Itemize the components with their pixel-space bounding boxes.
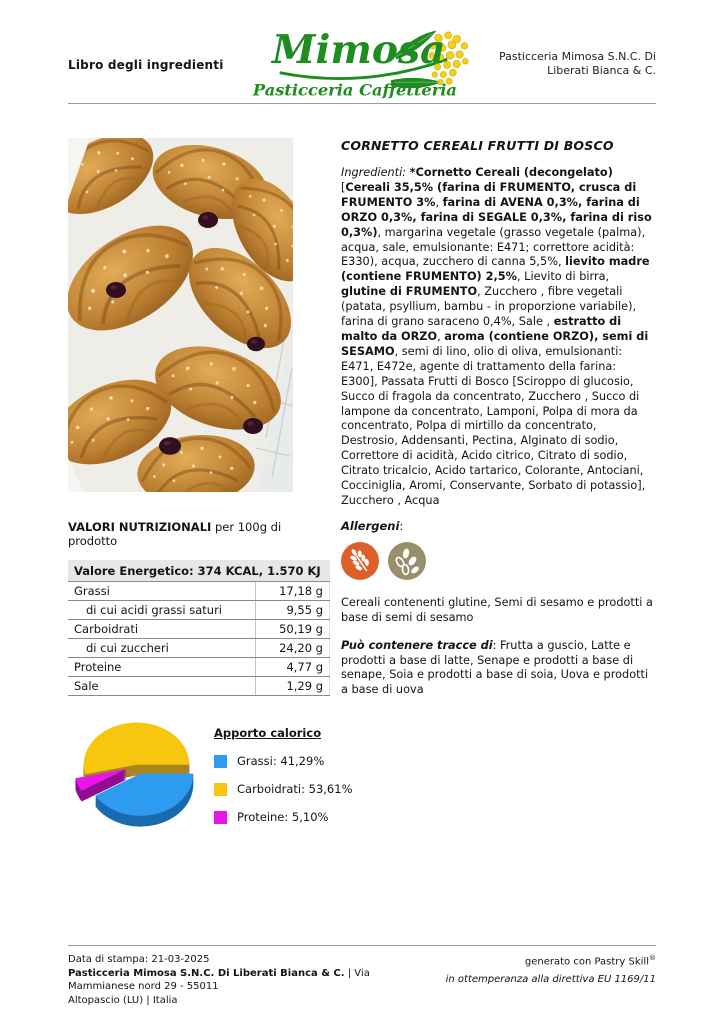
print-date: Data di stampa: 21-03-2025 <box>68 954 210 965</box>
left-column <box>68 138 353 848</box>
allergens-text: Cereali contenenti glutine, Semi di sesamo e prodotti a base di semi di sesamo <box>341 595 653 624</box>
nutrition-heading <box>68 520 330 548</box>
nutrient-value: 24,20 g <box>255 639 330 658</box>
page-footer <box>68 945 656 1007</box>
right-column <box>341 138 656 848</box>
footer-right <box>436 953 656 1007</box>
ingredient-segment: aroma (contiene ORZO), semi di SESAMO <box>341 329 649 358</box>
allergens-heading-word: Allergeni <box>341 518 400 533</box>
nutrient-label: Grassi <box>68 582 255 601</box>
logo-subtitle: Pasticceria Caffetteria <box>252 80 457 100</box>
nutrient-label: di cui acidi grassi saturi <box>68 601 255 620</box>
logo-wordmark: Mimosa <box>272 27 446 74</box>
legend-swatch <box>214 811 227 824</box>
nutrition-table-body <box>68 582 330 696</box>
pie-chart-svg <box>72 712 204 844</box>
document-title: Libro degli ingredienti <box>68 58 224 72</box>
croissants-photo-illustration <box>68 138 293 492</box>
legend-swatch <box>214 755 227 768</box>
ingredient-segment: , Zucchero , fibre vegetali (patata, psyllium, bambu - in proporzione variabile), farina di grano saraceno 0,4%, Sale , <box>341 285 637 329</box>
main-content <box>68 138 656 848</box>
product-title: CORNETTO CEREALI FRUTTI DI BOSCO <box>341 138 614 153</box>
ingredient-segment: [ <box>341 180 346 194</box>
nutrient-value: 4,77 g <box>255 658 330 677</box>
nutrition-row <box>68 639 330 658</box>
nutrient-label: Sale <box>68 677 255 696</box>
nutrient-value: 1,29 g <box>255 677 330 696</box>
company-header <box>486 0 656 103</box>
nutrient-label: Carboidrati <box>68 620 255 639</box>
nutrition-heading-bold: VALORI NUTRIZIONALI <box>68 520 212 534</box>
legend-item <box>214 754 353 768</box>
traces-label: Può contenere tracce di <box>341 638 493 652</box>
generator-name: generato con Pastry Skill <box>524 956 649 968</box>
ingredient-segment: , <box>437 329 445 343</box>
nutrient-label: di cui zuccheri <box>68 639 255 658</box>
footer-left <box>68 953 436 1007</box>
nutrition-row <box>68 677 330 696</box>
allergens-heading <box>341 519 656 533</box>
legend-label: Carboidrati: 53,61% <box>237 782 353 796</box>
allergen-icons <box>341 542 656 580</box>
energy-value: Valore Energetico: 374 KCAL, 1.570 KJ <box>68 560 330 582</box>
directive-note: in ottemperanza alla direttiva EU 1169/11 <box>445 974 656 986</box>
ingredient-segment: farina di AVENA 0,3%, farina di ORZO 0,3%, farina di SEGALE 0,3%, farina di riso 0,3%) <box>341 195 652 239</box>
mimosa-logo <box>238 0 486 103</box>
ingredients-paragraph <box>341 166 656 509</box>
nutrient-value: 17,18 g <box>255 582 330 601</box>
nutrition-table <box>68 560 330 696</box>
footer-company-name: Pasticceria Mimosa S.N.C. Di Liberati Bianca & C. <box>68 967 345 979</box>
energy-header-row <box>68 560 330 582</box>
nutrient-value: 9,55 g <box>255 601 330 620</box>
page-header <box>68 0 656 104</box>
legend-label: Proteine: 5,10% <box>237 810 329 824</box>
nutrition-heading-rest: per 100g di prodotto <box>68 520 282 548</box>
gluten-icon <box>341 542 379 580</box>
ingredient-segment: Cereali 35,5% (farina di FRUMENTO, crusca di FRUMENTO 3% <box>341 180 637 209</box>
nutrition-row <box>68 601 330 620</box>
nutrient-value: 50,19 g <box>255 620 330 639</box>
legend-label: Grassi: 41,29% <box>237 754 325 768</box>
company-name-line1: Pasticceria Mimosa S.N.C. Di <box>498 50 656 63</box>
nutrition-row <box>68 658 330 677</box>
ingredient-segment: , semi di lino, olio di oliva, emulsionanti: E471, E472e, agente di trattamento della farina: E300], Passata Frutti di Bosco [Sciroppo di glucosio, Succo di fragola da concentrato, Zucchero , Succo di lampone da concentrato, Lamponi, Polpa di mora da concentrato, Polpa di mirtillo da concentrato, Destrosio, Addensanti, Pectina, Alginato di sodio, Correttore di acidità, Acido citrico, Citrato di sodio, Citrato tricalcio, Acido tartarico, Colorante, Antociani, Cocciniglia, Aromi, Conservante, Sorbato di potassio], Zucchero , Acqua <box>341 344 646 507</box>
pie-legend <box>214 712 353 838</box>
ingredient-segment: glutine di FRUMENTO <box>341 285 478 299</box>
ingredient-segment: , <box>435 195 443 209</box>
mimosa-logo-graphic <box>251 26 473 104</box>
ingredient-segment: *Cornetto Cereali (decongelato) <box>409 166 613 179</box>
ingredient-segment: lievito madre (contiene FRUMENTO) 2,5% <box>341 255 650 284</box>
traces-paragraph <box>341 639 656 699</box>
footer-company-city: Altopascio (LU) | Italia <box>68 994 178 1006</box>
nutrition-row <box>68 620 330 639</box>
footer-company-address: | Via Mammianese nord 29 - 55011 <box>68 967 370 992</box>
legend-item <box>214 810 353 824</box>
allergens-heading-colon: : <box>399 518 404 533</box>
ingredient-segment: , margarina vegetale (grasso vegetale (palma), acqua, sale, emulsionante: E471; correttore acidità: E330), acqua, zucchero di canna 5,5%, <box>341 225 646 269</box>
company-name-line2: Liberati Bianca & C. <box>547 64 656 77</box>
ingredient-segment: Ingredienti: <box>341 166 410 179</box>
nutrient-label: Proteine <box>68 658 255 677</box>
pie-legend-items <box>214 754 353 824</box>
traces-text: : Frutta a guscio, Latte e prodotti a base di latte, Senape e prodotti a base di senape, Soia e prodotti a base di soia, Uova e prodotti a base di uova <box>341 638 649 697</box>
legend-item <box>214 782 353 796</box>
ingredient-segment: estratto di malto da ORZO <box>341 315 622 343</box>
generator-credit <box>436 954 656 967</box>
legend-swatch <box>214 783 227 796</box>
nutrition-row <box>68 582 330 601</box>
footer-company-line <box>68 967 436 994</box>
sesame-icon <box>388 542 426 580</box>
pie-legend-title: Apporto calorico <box>214 726 322 740</box>
ingredient-segment: , Lievito di birra, <box>516 270 610 284</box>
registered-mark: ® <box>649 954 656 962</box>
product-photo <box>68 138 293 492</box>
